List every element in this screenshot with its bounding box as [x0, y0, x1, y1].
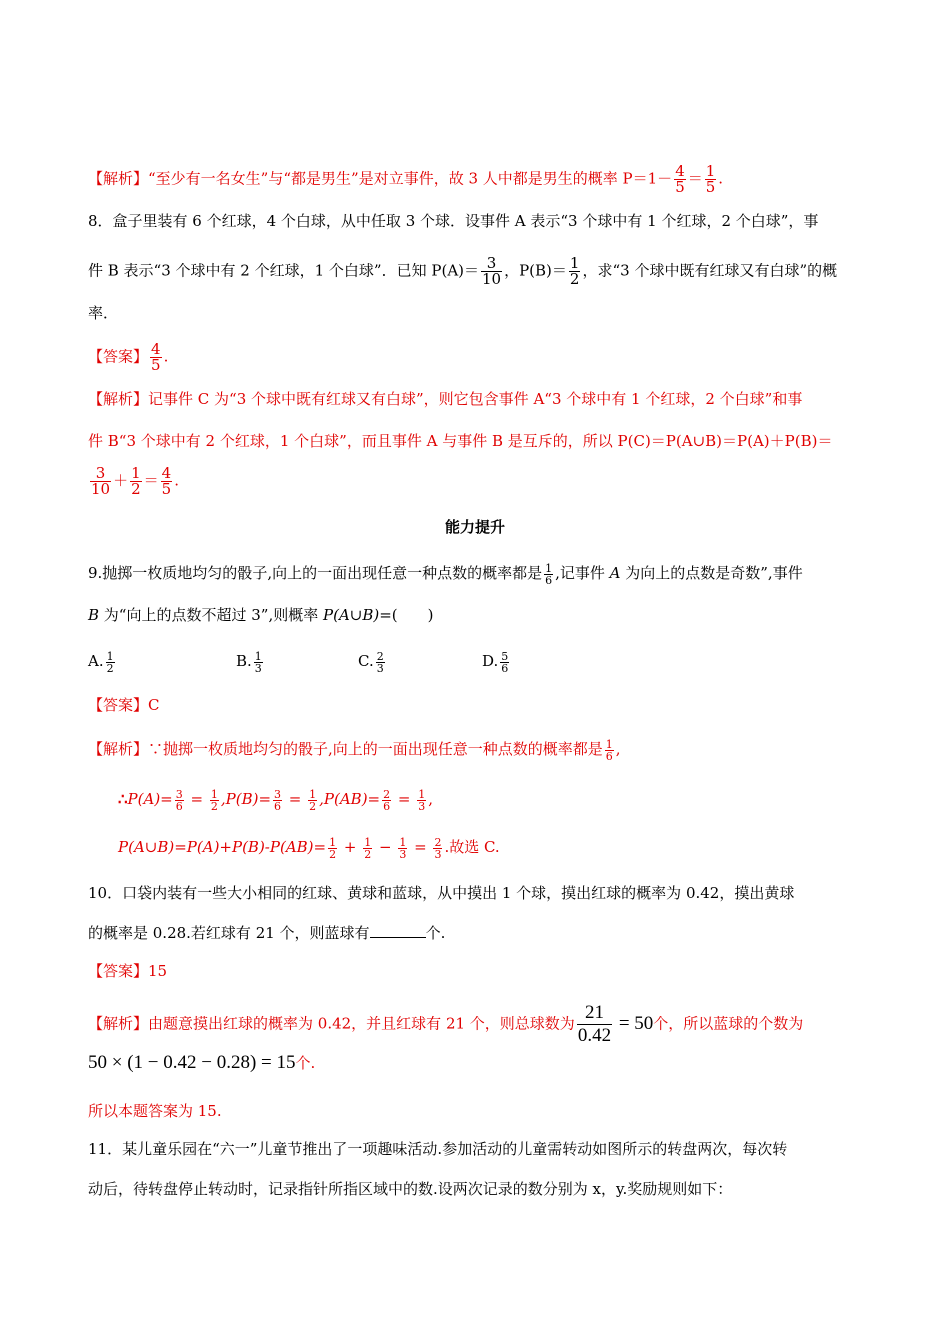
fraction: $\frac{1}{2}$	[131, 464, 141, 498]
q9-option-a[interactable]: A. $\frac{1}{2}$	[88, 649, 114, 675]
q8-jiexi-3: $\frac{3}{10}$ ＋ $\frac{1}{2}$ ＝ $\frac{4}{5}$ .	[91, 464, 179, 498]
fraction: $\frac{1}{3}$	[418, 787, 426, 813]
q9-option-d[interactable]: D. $\frac{5}{6}$	[482, 649, 509, 675]
answer-label: 【答案】	[88, 962, 149, 980]
q8-line-1: 8．盒子里装有 6 个红球，4 个白球，从中任取 3 个球．设事件 A 表示“3 个球中有 1 个红球，2 个白球”，事	[88, 212, 819, 230]
answer-label: 【答案】	[88, 347, 149, 366]
fraction: $\frac{1}{2}$	[329, 835, 337, 861]
section-title: 能力提升	[444, 518, 505, 536]
fraction: $\frac{1}{3}$	[399, 835, 407, 861]
q8-jiexi-2: 件 B“3 个球中有 2 个红球，1 个白球”，而且事件 A 与事件 B 是互斥的，所以 P(C)＝P(A∪B)＝P(A)＋P(B)＝	[88, 432, 833, 450]
q10-jiexi-3: 所以本题答案为 15.	[88, 1102, 222, 1120]
fraction: $\frac{4}{5}$	[161, 464, 172, 498]
jiexi-label: 【解析】	[88, 1014, 149, 1033]
q9-answer: 【答案】C	[88, 696, 160, 714]
q8-line-2: 件 B 表示“3 个球中有 2 个红球，1 个白球”．已知 P(A)＝ $\frac{3}{10}$ ，P(B)＝ $\frac{1}{2}$ ，求“3 个球中既有红球又有白球”的概	[88, 254, 838, 288]
q9-jiexi-2: ∴P(A)= $\frac{3}{6}$ = $\frac{1}{2}$ ,P(B)= $\frac{3}{6}$ = $\frac{1}{2}$ ,P(AB)= $\frac{2}{6}$ = $\frac{1}{3}$ ,	[118, 787, 434, 813]
q9-jiexi-1: 【解析】∵抛掷一枚质地均匀的骰子,向上的一面出现任意一种点数的概率都是 $\frac{1}{6}$ ,	[88, 737, 621, 763]
fraction: $\frac{1}{2}$	[569, 254, 580, 288]
fraction: $\frac{1}{2}$	[309, 787, 317, 813]
q11-line-2: 动后，待转盘停止转动时，记录指针所指区域中的数.设两次记录的数分别为 x，y.奖励规则如下：	[88, 1180, 733, 1198]
fraction: $\frac{1}{6}$	[605, 737, 613, 763]
jiexi-label: 【解析】	[88, 740, 149, 758]
jiexi-label: 【解析】	[88, 169, 149, 188]
fraction: $\frac{3}{10}$	[482, 254, 502, 288]
answer-label: 【答案】	[88, 696, 149, 714]
fraction: $\frac{1}{6}$	[545, 561, 553, 587]
q9-line-1: 9.抛掷一枚质地均匀的骰子,向上的一面出现任意一种点数的概率都是 $\frac{1}{6}$ ,记事件 A 为向上的点数是奇数”,事件	[88, 561, 803, 587]
q10-jiexi-2: 50 × (1 − 0.42 − 0.28) = 15个.	[88, 1052, 316, 1073]
answer-blank[interactable]	[370, 923, 426, 938]
q9-jiexi-3: P(A∪B)=P(A)+P(B)-P(AB)= $\frac{1}{2}$ + $\frac{1}{2}$ − $\frac{1}{3}$ = $\frac{2}{3}$ .故选 C.	[118, 835, 500, 861]
fraction: $\frac{3}{6}$	[175, 787, 183, 813]
fraction: $\frac{1}{5}$	[705, 162, 716, 196]
q9-option-b[interactable]: B. $\frac{1}{3}$	[236, 649, 262, 675]
q10-answer: 【答案】15	[88, 962, 168, 980]
fraction: $\frac{5}{6}$	[501, 649, 509, 675]
fraction: $\frac{1}{2}$	[106, 649, 114, 675]
fraction: $\frac{2}{3}$	[434, 835, 442, 861]
q10-jiexi-1: 【解析】由题意摸出红球的概率为 0.42，并且红球有 21 个，则总球数为 $\frac{21}{0.42}$ = 50个，所以蓝球的个数为	[88, 1002, 804, 1046]
fraction: $\frac{1}{2}$	[210, 787, 218, 813]
fraction: $\frac{1}{2}$	[364, 835, 372, 861]
fraction: $\frac{2}{3}$	[376, 649, 384, 675]
q10-line-2: 的概率是 0.28.若红球有 21 个，则蓝球有 个.	[88, 924, 446, 942]
jiexi-label: 【解析】	[88, 390, 149, 408]
fraction: $\frac{3}{10}$	[91, 464, 111, 498]
q11-line-1: 11．某儿童乐园在“六一”儿童节推出了一项趣味活动.参加活动的儿童需转动如图所示的转盘两次，每次转	[88, 1140, 788, 1158]
fraction: $\frac{1}{3}$	[254, 649, 262, 675]
fraction: $\frac{4}{5}$	[151, 340, 161, 374]
p7-jiexi-line: 【解析】“至少有一名女生”与“都是男生”是对立事件，故 3 人中都是男生的概率 P＝1－ $\frac{4}{5}$ ＝ $\frac{1}{5}$ .	[88, 162, 724, 196]
q9-option-c[interactable]: C. $\frac{2}{3}$	[358, 649, 384, 675]
fraction: $\frac{2}{6}$	[383, 787, 391, 813]
fraction: $\frac{4}{5}$	[675, 162, 685, 196]
fraction: $\frac{3}{6}$	[274, 787, 282, 813]
q8-answer: 【答案】 $\frac{4}{5}$ .	[88, 340, 169, 374]
q9-line-2: B 为“向上的点数不超过 3”,则概率 P(A∪B)=( )	[88, 606, 434, 624]
q8-jiexi-1: 【解析】记事件 C 为“3 个球中既有红球又有白球”，则它包含事件 A“3 个球中有 1 个红球，2 个白球”和事	[88, 390, 803, 408]
q10-line-1: 10．口袋内装有一些大小相同的红球、黄球和蓝球，从中摸出 1 个球，摸出红球的概率为 0.42，摸出黄球	[88, 884, 795, 902]
fraction: $\frac{21}{0.42}$	[577, 1002, 612, 1046]
q8-line-3: 率．	[88, 304, 119, 322]
